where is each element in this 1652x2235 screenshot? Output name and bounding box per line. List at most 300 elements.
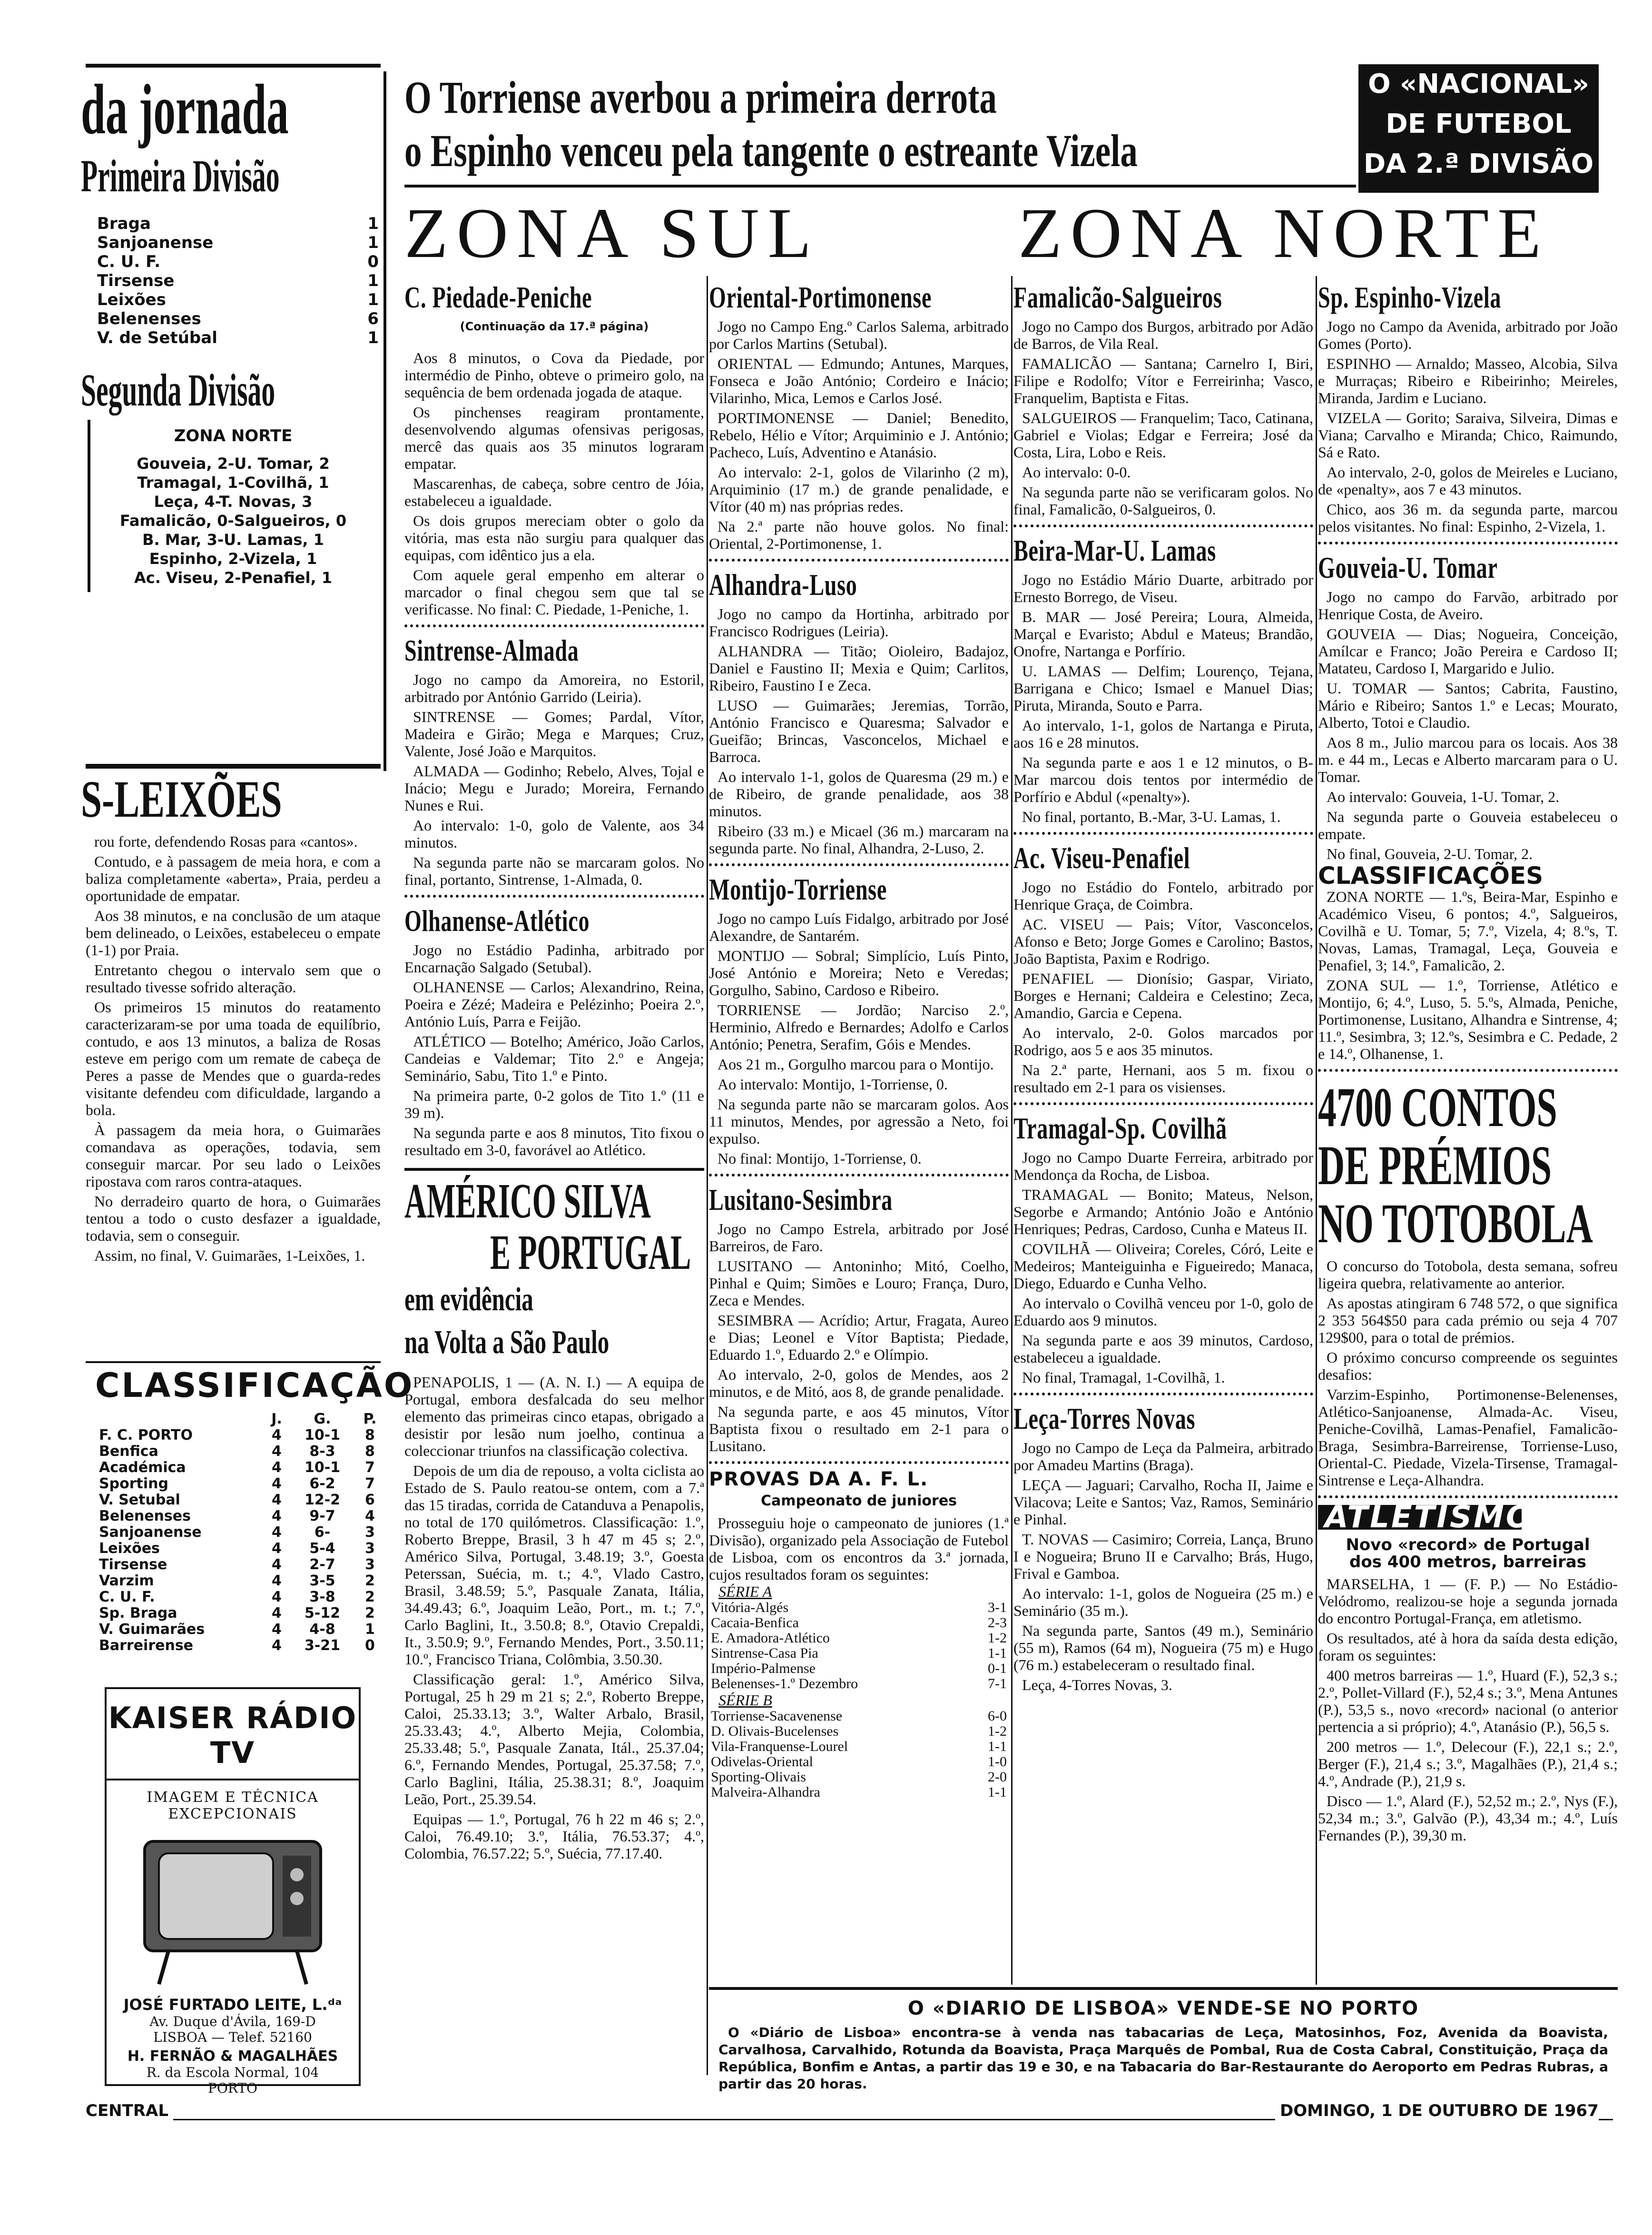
paragraph: ZONA NORTE — 1.ºs, Beira-Mar, Espinho e Académico Viseu, 6 pontos; 4.º, Salgueiros, Covilhã e U. Tomar, 5; 7.º, Vizela, 4; 8.ºs, T. Novas, Lamas, Tramagal, Leça, Gouveia e Penafiel, 3; 14.º, Famalicão, 2.	[1318, 888, 1618, 974]
classifications-title: CLASSIFICAÇÕES	[1318, 862, 1544, 890]
junior-match: D. Olivais-Bucelenses	[711, 1723, 839, 1739]
classification-p: 6	[365, 1492, 375, 1508]
junior-score: 0-1	[988, 1661, 1007, 1676]
headline-alhandra-luso: Alhandra-Luso	[709, 568, 857, 602]
classification-team: Académica	[99, 1459, 186, 1476]
classification-j: 4	[272, 1492, 282, 1508]
result-team: Braga	[97, 214, 151, 233]
paragraph: Na segunda parte, Santos (49 m.), Seminário (55 m), Ramos (64 m), Nogueira (75 m) e Hugo (76 m.) estabeleceram o resultado final.	[1013, 1622, 1313, 1673]
piedade-peniche-article	[404, 349, 704, 618]
classification-j: 4	[272, 1459, 282, 1476]
classification-g: 10-1	[304, 1459, 341, 1476]
totobola-article	[1318, 1257, 1618, 1489]
column-4	[1318, 276, 1618, 1847]
headline-montijo-torriense: Montijo-Torriense	[709, 872, 887, 906]
classification-row	[95, 1573, 385, 1589]
classification-p: 3	[365, 1540, 375, 1557]
classification-j: 4	[272, 1556, 282, 1573]
paragraph: Classificação geral: 1.º, Américo Silva, Portugal, 25 h 29 m 21 s; 2.º, Roberto Breppe, Caloi, 25.33.13; 3.º, Walter Arbalo, Brasil, 25.33.43; 4.º, Alberto Mejia, Colombia, 25.33.48; 5.º, Pasquale Zanata, Itál., 25.37.04; 6.º, Fernando Mendes, Portugal, 25.37.58; 7.º, Carlo Baglini, Itália, 25.38.31; 8.º, Joaquim Leão, Port., 25.39.54.	[404, 1671, 704, 1808]
ad-sub2: EXCEPCIONAIS	[168, 1806, 297, 1822]
junior-score: 1-0	[988, 1754, 1007, 1770]
paragraph: Chico, aos 36 m. da segunda parte, marcou pelos visitantes. No final: Espinho, 2-Vizela, 1.	[1318, 501, 1618, 535]
classification-team: V. Guimarães	[99, 1621, 205, 1638]
junior-match: Cacaia-Benfica	[711, 1615, 799, 1631]
junior-result-row	[709, 1631, 1009, 1646]
paragraph: Jogo no Campo de Leça da Palmeira, arbitrado por Amadeu Martins (Braga).	[1013, 1439, 1313, 1474]
paragraph: Leça, 4-Torres Novas, 3.	[1022, 1676, 1172, 1693]
classification-p: 2	[365, 1572, 375, 1589]
oriental-portimonense-article	[709, 318, 1009, 552]
junior-match: Sporting-Olivais	[711, 1769, 806, 1785]
classification-title: CLASSIFICAÇÃO	[95, 1366, 414, 1405]
junior-result-row	[709, 1770, 1009, 1785]
classification-team: V. Setubal	[99, 1492, 180, 1508]
paragraph: Ao intervalo, 1-1, golos de Nartanga e Piruta, aos 16 e 28 minutos.	[1013, 717, 1313, 751]
leixoes-paragraph: Entretanto chegou o intervalo sem que o resultado tivesse sofrido alteração.	[86, 961, 381, 996]
div1-results	[95, 214, 381, 347]
paragraph: T. NOVAS — Casimiro; Correia, Lança, Bruno I e Nogueira; Bruno II e Carvalho; Brás, Hugo, Frival e Gamboa.	[1013, 1531, 1313, 1582]
paragraph: AC. VISEU — Pais; Vítor, Vasconcelos, Afonso e Beto; Jorge Gomes e Carolino; Bastos, João Baptista, Paxim e Rodrigo.	[1013, 916, 1313, 967]
headline-leca-torres-novas: Leça-Torres Novas	[1013, 1402, 1196, 1435]
paragraph: PENAFIEL — Dionísio; Gaspar, Viriato, Borges e Hernani; Caldeira e Celestino; Zeca, Amandio, Garcia e Cepena.	[1013, 970, 1313, 1021]
paragraph: SESIMBRA — Acrídio; Artur, Fragata, Aureo e Dias; Leonel e Vítor Baptista; Piedade, Eduardo 1.º, Eduardo 2.º e Olímpio.	[709, 1312, 1009, 1363]
atletismo-headline-1: Novo «record» de Portugal	[1346, 1535, 1590, 1554]
junior-match: Belenenses-1.º Dezembro	[711, 1676, 858, 1691]
paragraph: Na 2.ª parte não houve golos. No final: Oriental, 2-Portimonense, 1.	[709, 518, 1009, 552]
continuation-note: (Continuação da 17.ª página)	[460, 320, 649, 333]
div2-result: Leça, 4-T. Novas, 3	[154, 493, 313, 511]
banner-line-2: o Espinho venceu pela tangente o estreante Vizela	[404, 125, 1138, 176]
paragraph: 400 metros barreiras — 1.º, Huard (F.), 52,3 s.; 2.º, Pollet-Villard (F.), 52,4 s.; 3.º, Mena Antunes (P.), 53,5 s., novo «record» nacional (o anterior pertencia a si próprio); 4.º, Atanásio (P.), 56,5 s.	[1318, 1667, 1618, 1735]
paragraph: Na segunda parte não se marcaram golos. No final, portanto, Sintrense, 1-Almada, 0.	[404, 854, 704, 888]
classification-team: C. U. F.	[99, 1589, 155, 1605]
classification-p: 3	[365, 1556, 375, 1573]
classification-j: 4	[272, 1427, 282, 1444]
result-team: Tirsense	[97, 271, 175, 290]
div1-title: Primeira Divisão	[81, 150, 280, 201]
classifications-text	[1318, 888, 1618, 1062]
div2-result: B. Mar, 3-U. Lamas, 1	[142, 531, 324, 549]
paragraph: Jogo no campo do Farvão, arbitrado por Henrique Costa, de Aveiro.	[1318, 588, 1618, 623]
div2-result: Tramagal, 1-Covilhã, 1	[137, 474, 329, 492]
sintrense-almada-article	[404, 671, 704, 888]
junior-match: Império-Palmense	[711, 1661, 816, 1676]
classification-row	[95, 1605, 385, 1622]
paragraph: Na primeira parte, 0-2 golos de Tito 1.º (11 e 39 m).	[404, 1087, 704, 1121]
paragraph: Jogo no Campo da Avenida, arbitrado por João Gomes (Porto).	[1318, 318, 1618, 352]
junior-score: 1-1	[988, 1739, 1007, 1754]
result-team: Leixões	[97, 290, 166, 309]
headline-sintrense-almada: Sintrense-Almada	[404, 633, 579, 667]
paragraph: Ao intervalo: Montijo, 1-Torriense, 0.	[718, 1076, 948, 1093]
leixoes-article	[86, 833, 381, 1267]
americo-headline-4: na Volta a São Paulo	[404, 1324, 610, 1361]
classification-g: 12-2	[304, 1492, 341, 1508]
paragraph: Os pinchenses reagiram prontamente, desenvolvendo algumas ofensivas perigosas, mercê das quais aos 35 minutos lograram empatar.	[404, 404, 704, 472]
divider	[1013, 832, 1313, 835]
divider	[709, 863, 1009, 866]
junior-result-row	[709, 1661, 1009, 1676]
junior-match: Sintrense-Casa Pia	[711, 1645, 818, 1661]
ad-company-2: H. FERNÃO & MAGALHÃES	[127, 2048, 338, 2065]
paragraph: TORRIENSE — Jordão; Narciso 2.º, Herminio, Alfredo e Bernardes; Adolfo e Carlos António; Penetra, Serafim, Góis e Mendes.	[709, 1001, 1009, 1053]
left-rule-1	[86, 764, 381, 769]
ad-address-4: PORTO	[207, 2080, 257, 2096]
lusitano-sesimbra-article	[709, 1220, 1009, 1454]
classification-team: Sanjoanense	[99, 1524, 202, 1541]
junior-result-row	[709, 1600, 1009, 1615]
divider	[709, 1461, 1009, 1464]
junior-score: 1-2	[988, 1723, 1007, 1739]
paragraph: FAMALICÃO — Santana; Carnelro I, Biri, Filipe e Rodolfo; Vítor e Ferreirinha; Vasco, Franquelim, Baptista e Fitas.	[1013, 355, 1313, 406]
junior-match: E. Amadora-Atlético	[711, 1630, 830, 1646]
alhandra-luso-article	[709, 605, 1009, 857]
result-score: 1	[367, 233, 379, 252]
notice-text: O «Diário de Lisboa» encontra-se à venda nas tabacarias de Leça, Matosinhos, Foz, Avenida da Boavista, Carvalhosa, Carvalhido, Rotunda da Boavista, Praça Marquês de Pombal, Rua de Costa Cabral, Constituição, Praça da República, Bonfim e Antas, a partir das 19 e 30, e na Tabacaria do Bar-Restaurante do Aeroporto em Pedras Rubras, a partir das 20 horas.	[718, 2025, 1608, 2092]
left-vertical-rule	[384, 71, 386, 771]
column-rule-2	[1011, 276, 1013, 1985]
col-j: J.	[271, 1411, 282, 1427]
column-1	[404, 276, 704, 1865]
headline-famalicao-salgueiros: Famalicão-Salgueiros	[1013, 280, 1222, 314]
junior-result-row	[709, 1754, 1009, 1770]
banner-line-1: O Torriense averbou a primeira derrota	[404, 72, 997, 123]
atletismo-headline-2: dos 400 metros, barreiras	[1349, 1553, 1586, 1572]
americo-headline-1: AMÉRICO SILVA	[404, 1174, 651, 1228]
leixoes-paragraph: Assim, no final, V. Guimarães, 1-Leixões, 1.	[94, 1247, 365, 1264]
paragraph: TRAMAGAL — Bonito; Mateus, Nelson, Segorbe e Armando; António João e António Henriques; Pedras, Cardoso, Cunha e Mateus II.	[1013, 1186, 1313, 1237]
junior-score: 7-1	[988, 1676, 1007, 1691]
totobola-headline-3: NO TOTOBOLA	[1318, 1192, 1593, 1255]
paragraph: LUSITANO — Antoninho; Mitó, Coelho, Pinhal e Quim; Simões e Louro; França, Duro, Zeca e Mendes.	[709, 1257, 1009, 1309]
classification-g: 5-12	[304, 1605, 341, 1622]
classification-g: 3-5	[309, 1572, 335, 1589]
result-score: 0	[367, 252, 379, 271]
classification-g: 5-4	[309, 1540, 335, 1557]
classification-g: 3-21	[304, 1637, 341, 1654]
leixoes-title: S-LEIXÕES	[81, 770, 282, 828]
paragraph: SALGUEIROS — Franquelim; Taco, Catinana, Gabriel e Violas; Edgar e Ferreira; José da Costa, Lira, Lobo e Reis.	[1013, 409, 1313, 461]
div2-result: Famalicão, 0-Salgueiros, 0	[119, 512, 347, 530]
paragraph: Aos 8 m., Julio marcou para os locais. Aos 38 m. e 44 m., Lecas e Alberto marcaram para o U. Tomar.	[1318, 734, 1618, 785]
column-rule-1	[707, 276, 708, 2075]
divider	[1318, 542, 1618, 544]
headline-beiramar-lamas: Beira-Mar-U. Lamas	[1013, 534, 1216, 567]
classification-p: 8	[365, 1427, 375, 1444]
classification-row	[95, 1557, 385, 1573]
paragraph: ORIENTAL — Edmundo; Antunes, Marques, Fonseca e João António; Cordeiro e Inácio; Vilarinho, Mica, Lemos e Carlos José.	[709, 355, 1009, 406]
result-score: 1	[367, 214, 379, 233]
totobola-headline-2: DE PRÉMIOS	[1318, 1134, 1552, 1197]
result-team: Belenenses	[97, 309, 201, 328]
paragraph: Varzim-Espinho, Portimonense-Belenenses, Atlético-Sanjoanense, Almada-Ac. Viseu, Peniche-Covilhã, Lamas-Penafiel, Famalicão-Braga, Sesimbra-Barreirense, Torriense-Luso, Oriental-C. Piedade, Vizela-Tirsense, Tramagal-Sintrense e Leça-Alhandra.	[1318, 1386, 1618, 1489]
paragraph: Ao intervalo, 2-0, golos de Meireles e Luciano, de «penalty», aos 7 e 43 minutos.	[1318, 464, 1618, 498]
classification-g: 6-2	[309, 1475, 335, 1492]
junior-score: 6-0	[988, 1708, 1007, 1724]
div2-result: Ac. Viseu, 2-Penafiel, 1	[134, 569, 333, 587]
result-team: C. U. F.	[97, 252, 161, 271]
paragraph: Na segunda parte e aos 8 minutos, Tito fixou o resultado em 3-0, favorável ao Atlético.	[404, 1124, 704, 1158]
paragraph: PORTIMONENSE — Daniel; Benedito, Rebelo, Hélio e Vítor; Arquiminio e J. António; Pacheco, Luís, Adventino e Atanásio.	[709, 409, 1009, 461]
classification-row	[95, 1524, 385, 1541]
paragraph: Ao intervalo, 2-0, golos de Mendes, aos 2 minutos, e de Mitó, aos 8, de grande penalidade.	[709, 1366, 1009, 1400]
junior-result-row	[709, 1785, 1009, 1800]
americo-headline-2: E PORTUGAL	[490, 1225, 691, 1280]
divider	[404, 895, 704, 898]
paragraph: VIZELA — Gorito; Saraiva, Silveira, Dimas e Viana; Carvalho e Miranda; Chico, Raimundo, Sá e Rato.	[1318, 409, 1618, 461]
result-team: Sanjoanense	[97, 233, 214, 252]
divider	[1013, 524, 1313, 527]
atletismo-article	[1318, 1575, 1618, 1844]
result-row	[95, 309, 381, 328]
division-box-line-1: O «NACIONAL»	[1367, 69, 1590, 99]
junior-match: Malveira-Alhandra	[711, 1784, 820, 1800]
classification-j: 4	[272, 1475, 282, 1492]
divider	[1013, 1102, 1313, 1105]
classification-g: 2-7	[309, 1556, 335, 1573]
paragraph: ESPINHO — Arnaldo; Masseo, Alcobia, Silva e Murraças; Ribeiro e Ribeirinho; Meireles, Miranda, Jardim e Luciano.	[1318, 355, 1618, 406]
leixoes-paragraph: Contudo, e à passagem de meia hora, e com a baliza completamente «aberta», Praia, perdeu a oportunidade de empatar.	[86, 853, 381, 904]
classification-table	[95, 1411, 385, 1654]
montijo-torriense-article	[709, 910, 1009, 1167]
serie-a-label: SÉRIE A	[718, 1583, 772, 1600]
americo-headline-3: em evidência	[404, 1281, 533, 1318]
junior-match: Vitória-Algés	[711, 1600, 789, 1615]
result-row	[95, 252, 381, 271]
leixoes-paragraph: Aos 38 minutos, e na conclusão de um ataque bem delineado, o Leixões, estabeleceu o empate (1-1) por Praia.	[86, 907, 381, 959]
classification-g: 4-8	[309, 1621, 335, 1638]
classification-p: 4	[365, 1508, 375, 1524]
classification-j: 4	[272, 1443, 282, 1460]
result-row	[95, 290, 381, 309]
olhanense-atletico-article	[404, 941, 704, 1158]
divider	[709, 559, 1009, 562]
col-p: P.	[363, 1411, 377, 1427]
classification-team: Sp. Braga	[99, 1605, 177, 1622]
headline-espinho-vizela: Sp. Espinho-Vizela	[1318, 280, 1502, 314]
paragraph: Ao intervalo: 0-0.	[1022, 464, 1131, 481]
zona-norte-heading: ZONA NORTE	[1018, 194, 1550, 273]
divider	[709, 1174, 1009, 1177]
classification-g: 3-8	[309, 1589, 335, 1605]
famalicao-salgueiros-article	[1013, 318, 1313, 518]
paragraph: Aos 8 minutos, o Cova da Piedade, por intermédio de Pinho, obteve o primeiro golo, na sequência de bem ordenada jogada de ataque.	[404, 349, 704, 401]
television-illustration	[107, 1822, 359, 1994]
paragraph: Aos 21 m., Gorgulho marcou para o Montijo.	[718, 1056, 994, 1073]
paragraph: Ao intervalo, 2-0. Golos marcados por Rodrigo, aos 5 e aos 35 minutos.	[1013, 1024, 1313, 1058]
paragraph: Ao intervalo o Covilhã venceu por 1-0, golo de Eduardo aos 9 minutos.	[1013, 1295, 1313, 1329]
paragraph: Equipas — 1.º, Portugal, 76 h 22 m 46 s; 2.º, Caloi, 76.49.10; 3.º, Itália, 76.53.37; 4.º, Colombia, 76.57.22; 5.º, Suécia, 77.17.40.	[404, 1810, 704, 1862]
paragraph: U. LAMAS — Delfim; Lourenço, Tejana, Barrigana e Chico; Ismael e Manuel Dias; Piruta, Miranda, Souto e Parra.	[1013, 663, 1313, 714]
classification-p: 7	[365, 1475, 375, 1492]
paragraph: LUSO — Guimarães; Jeremias, Torrão, António Francisco e Quaresma; Salvador e Gueifão; Brincas, Vasconcelos, Michael e Barroca.	[709, 697, 1009, 765]
paragraph: Jogo no Campo Eng.º Carlos Salema, arbitrado por Carlos Martins (Setubal).	[709, 318, 1009, 352]
paragraph: Ao intervalo: 1-0, golo de Valente, aos 34 minutos.	[404, 817, 704, 851]
footer-left: CENTRAL	[86, 2101, 173, 2120]
serie-b-label: SÉRIE B	[718, 1691, 772, 1709]
paragraph: Ao intervalo: 2-1, golos de Vilarinho (2 m), Arquiminio (17 m.) de grande penalidade, e Vítor (40 m) nas próprias redes.	[709, 464, 1009, 515]
leixoes-paragraph: rou forte, defendendo Rosas para «cantos».	[94, 833, 358, 850]
paragraph: Na segunda parte, e aos 45 minutos, Vítor Baptista fixou o resultado em 2-1 para o Lusitano.	[709, 1403, 1009, 1454]
classification-row	[95, 1427, 385, 1444]
junior-score: 1-2	[988, 1630, 1007, 1646]
totobola-headline-1: 4700 CONTOS	[1318, 1076, 1557, 1138]
result-score: 1	[367, 271, 379, 290]
column-3	[1013, 276, 1313, 1696]
divider	[1318, 1069, 1618, 1072]
divider	[404, 624, 704, 627]
classification-j: 4	[272, 1508, 282, 1524]
junior-match: Odivelas-Oriental	[711, 1754, 813, 1770]
tramagal-covilha-article	[1013, 1149, 1313, 1386]
headline-piedade-peniche: C. Piedade-Peniche	[404, 280, 592, 314]
paragraph: Na segunda parte não se marcaram golos. Aos 11 minutos, Mendes, por agressão a Neto, foi expulso.	[709, 1096, 1009, 1147]
leca-torres-novas-article	[1013, 1439, 1313, 1693]
serie-a-results	[709, 1600, 1009, 1691]
result-score: 6	[367, 309, 379, 328]
paragraph: SINTRENSE — Gomes; Pardal, Vítor, Madeira e Girão; Mega e Marques; Cruz, Valente, José João e Marquitos.	[404, 708, 704, 760]
headline-tramagal-covilha: Tramagal-Sp. Covilhã	[1013, 1111, 1227, 1145]
diario-lisboa-notice	[709, 1987, 1618, 2104]
result-row	[95, 233, 381, 252]
paragraph: O concurso do Totobola, desta semana, sofreu ligeira quebra, relativamente ao anterior.	[1318, 1257, 1618, 1292]
paragraph: Jogo no Estádio Padinha, arbitrado por Encarnação Salgado (Setubal).	[404, 941, 704, 976]
classification-p: 2	[365, 1589, 375, 1605]
atletismo-banner: ATLETISMO	[1318, 1505, 1522, 1530]
paragraph: OLHANENSE — Carlos; Alexandrino, Reina, Poeira e Zézé; Madeira e Pelézinho; Poeira 2.º, António Luís, Parra e Feijão.	[404, 979, 704, 1030]
junior-result-row	[709, 1646, 1009, 1661]
paragraph: Jogo no Campo Duarte Ferreira, arbitrado por Mendonça da Rocha, de Lisboa.	[1013, 1149, 1313, 1183]
notice-title: O «DIARIO DE LISBOA» VENDE-SE NO PORTO	[907, 1998, 1419, 2019]
paragraph: Ao intervalo: 1-1, golos de Nogueira (25 m.) e Seminário (35 m.).	[1013, 1585, 1313, 1619]
paragraph: Na segunda parte e aos 39 minutos, Cardoso, estabeleceu a igualdade.	[1013, 1332, 1313, 1366]
junior-result-row	[709, 1724, 1009, 1739]
column-rule-3	[1316, 276, 1317, 1985]
paragraph: Os resultados, até à hora da saída desta edição, foram os seguintes:	[1318, 1630, 1618, 1664]
viseu-penafiel-article	[1013, 879, 1313, 1096]
classification-j: 4	[272, 1572, 282, 1589]
col-g: G.	[314, 1411, 331, 1427]
leixoes-paragraph: No derradeiro quarto de hora, o Guimarães tentou a todo o custo desfazer a igualdade, todavia, sem o conseguir.	[86, 1193, 381, 1244]
div2-result: Gouveia, 2-U. Tomar, 2	[137, 455, 330, 473]
classification-j: 4	[272, 1589, 282, 1605]
junior-result-row	[709, 1739, 1009, 1754]
headline-oriental-portimonense: Oriental-Portimonense	[709, 280, 932, 314]
serie-b-results	[709, 1709, 1009, 1800]
headline-olhanense-atletico: Olhanense-Atlético	[404, 904, 590, 938]
paragraph: As apostas atingiram 6 748 572, o que significa 2 353 564$50 para cada prémio ou seja 4 707 129$00, para o total de prémios.	[1318, 1295, 1618, 1346]
classification-j: 4	[272, 1605, 282, 1622]
paragraph: Jogo no Estádio do Fontelo, arbitrado por Henrique Graça, de Coimbra.	[1013, 879, 1313, 913]
classification-j: 4	[272, 1621, 282, 1638]
junior-result-row	[709, 1615, 1009, 1631]
paragraph: ALMADA — Godinho; Rebelo, Alves, Tojal e Inácio; Megu e Jurado; Moreira, Fernando Nunes e Rui.	[404, 762, 704, 814]
division-box-line-2: DE FUTEBOL	[1386, 109, 1572, 139]
result-score: 1	[367, 328, 379, 347]
ad-address-1: Av. Duque d'Ávila, 169-D	[149, 2014, 316, 2029]
classification-team: Tirsense	[99, 1556, 167, 1573]
paragraph: Os dois grupos mereciam obter o golo da vitória, mas esta não surgiu para qualquer das equipas, com idêntico jus a ela.	[404, 512, 704, 564]
paragraph: Disco — 1.º, Alard (F.), 52,52 m.; 2.º, Nys (F.), 52,34 m.; 3.º, Galvão (P.), 43,34 m.; 4.º, Luís Fernandes (P.), 39,30 m.	[1318, 1792, 1618, 1844]
paragraph: Com aquele geral empenho em alterar o marcador o final chegou sem que tal se verificasse. No final: C. Piedade, 1-Peniche, 1.	[404, 566, 704, 618]
top-rule	[86, 64, 381, 68]
paragraph: PENAPOLIS, 1 — (A. N. I.) — A equipa de Portugal, embora desfalcada do seu melhor elemento das primeiras cinco etapas, obrigado a desistir por lesão num joelho, continua a coleccionar triunfos na classificação colectiva.	[404, 1374, 704, 1459]
paragraph: B. MAR — José Pereira; Loura, Almeida, Marçal e Evaristo; Abdul e Mateus; Brandão, Onofre, Nartanga e Porfírio.	[1013, 608, 1313, 660]
left-column	[81, 70, 379, 592]
paragraph: Na segunda parte e aos 1 e 12 minutos, o B-Mar marcou dois tentos por intermédio de Porfírio e Abdul («penalty»).	[1013, 754, 1313, 805]
paragraph: No final, portanto, B.-Mar, 3-U. Lamas, 1.	[1022, 808, 1281, 825]
paragraph: Jogo no campo da Hortinha, arbitrado por Francisco Rodrigues (Leiria).	[709, 605, 1009, 640]
paragraph: Jogo no campo Luís Fidalgo, arbitrado por José Alexandre, de Santarém.	[709, 910, 1009, 944]
paragraph: Ao intervalo 1-1, golos de Quaresma (29 m.) e de Ribeiro, de grande penalidade, aos 38 minutos.	[709, 768, 1009, 820]
paragraph: Na segunda parte não se verificaram golos. No final, Famalicão, 0-Salgueiros, 0.	[1013, 484, 1313, 518]
ad-company: JOSÉ FURTADO LEITE, L.ᵈᵃ	[123, 1996, 342, 2014]
ad-title: KAISER RÁDIO TV	[108, 1701, 357, 1770]
junior-score: 2-0	[988, 1769, 1007, 1785]
classification-row	[95, 1589, 385, 1605]
zona-norte-label: ZONA NORTE	[174, 426, 293, 445]
headline-lusitano-sesimbra: Lusitano-Sesimbra	[709, 1183, 893, 1216]
paragraph: 200 metros — 1.º, Delecour (F.), 22,1 s.; 2.º, Berger (F.), 21,4 s.; 3.º, Magalhães (P.), 21,4 s.; 4.º, Andrade (P.), 21,9 s.	[1318, 1738, 1618, 1790]
headline-gouveia-tomar: Gouveia-U. Tomar	[1318, 551, 1498, 584]
result-team: V. de Setúbal	[97, 328, 217, 347]
classification-row	[95, 1508, 385, 1524]
result-row	[95, 214, 381, 233]
div2-title: Segunda Divisão	[81, 365, 275, 415]
volta-sao-paulo-article	[404, 1374, 704, 1862]
left-rule-2	[86, 1361, 381, 1363]
result-row	[95, 271, 381, 290]
afl-subtitle: Campeonato de juniores	[760, 1493, 957, 1509]
paragraph: ZONA SUL — 1.º, Torriense, Atlético e Montijo, 6; 4.º, Luso, 5. 5.ºs, Almada, Peniche, Portimonense, Lusitano, Alhandra e Sintrense, 4; 11.º, Sesimbra, 3; 12.ºs, Sesimbra e C. Pedade, 2 e 14.º, Olhanense, 1.	[1318, 977, 1618, 1062]
round-heading: da jornada	[81, 70, 289, 149]
ad-address-3: R. da Escola Normal, 104	[146, 2065, 319, 2080]
paragraph: O próximo concurso compreende os seguintes desafios:	[1318, 1349, 1618, 1383]
classification-p: 1	[365, 1621, 375, 1638]
paragraph: Jogo no Campo dos Burgos, arbitrado por Adão de Barros, de Vila Real.	[1013, 318, 1313, 352]
footer-date: DOMINGO, 1 DE OUTUBRO DE 1967	[1275, 2101, 1599, 2120]
classification-team: Varzim	[99, 1572, 154, 1589]
classification-j: 4	[272, 1524, 282, 1541]
afl-text: Prosseguiu hoje o campeonato de juniores (1.ª Divisão), organizado pela Associação de Futebol de Lisboa, com os encontros da 3.ª jornada, cujos resultados foram os seguintes:	[709, 1514, 1009, 1583]
paragraph: GOUVEIA — Dias; Nogueira, Conceição, Amílcar e Franco; João Pereira e Cardoso II; Matateu, Cardoso I, Margarido e Julio.	[1318, 625, 1618, 677]
classification-p: 2	[365, 1605, 375, 1622]
paragraph: Na 2.ª parte, Hernani, aos 5 m. fixou o resultado em 2-1 para os visienses.	[1013, 1061, 1313, 1096]
classification-row	[95, 1460, 385, 1476]
paragraph: Ao intervalo: Gouveia, 1-U. Tomar, 2.	[1327, 788, 1560, 805]
zona-sul-heading: ZONA SUL	[404, 194, 820, 273]
paragraph: No final, Gouveia, 2-U. Tomar, 2.	[1327, 845, 1533, 862]
paragraph: Jogo no campo da Amoreira, no Estoril, arbitrado por António Garrido (Leiria).	[404, 671, 704, 705]
div2-results	[90, 454, 376, 587]
leixoes-paragraph: À passagem da meia hora, o Guimarães comandava as operações, todavia, sem conseguir marcar. Por seu lado o Leixões ripostava com raros contra-ataques.	[86, 1121, 381, 1190]
classification-row	[95, 1638, 385, 1654]
paragraph: ATLÉTICO — Botelho; Américo, João Carlos, Candeias e Valdemar; Tito 2.º e Angeja; Seminário, Sabu, Tito 1.º e Pinto.	[404, 1033, 704, 1084]
paragraph: Jogo no Campo Estrela, arbitrado por José Barreiros, de Faro.	[709, 1220, 1009, 1255]
classification-g: 9-7	[309, 1508, 335, 1524]
divider	[1013, 1393, 1313, 1395]
paragraph: U. TOMAR — Santos; Cabrita, Faustino, Mário e Ribeiro; Santos 1.º e Lecas; Mourato, Alberto, Totoi e Claudio.	[1318, 680, 1618, 731]
paragraph: Mascarenhas, de cabeça, sobre centro de Jóia, estabeleceu a igualdade.	[404, 475, 704, 509]
kaiser-ad	[105, 1687, 361, 2096]
ad-address-2: LISBOA — Telef. 52160	[153, 2029, 312, 2045]
column-2	[709, 276, 1009, 1800]
paragraph: Depois de um dia de repouso, a volta ciclista ao Estado de S. Paulo reatou-se ontem, com a 7.ª das 15 tiradas, corrida de Catanduva a Penapolis, no total de 170 quilómetros. Classificação: 1.º, Roberto Breppe, Brasil, 3 h 47 m 45 s; 2.º, Américo Silva, Portugal, 3.48.19; 3.º, Goesta Peterssan, Suécia, m. t.; 4.º, Vlado Castro, Brasil, 3.48.59; 5.º, Pasquale Zanata, Itália, 34.49.43; 6.º, Joaquim Leão, Port., m. t.; 7.º, Carlo Baglini, It., 3.50.8; 8.º, Otavio Crepaldi, It., 3.50.9; 9.º, Fernando Mendes, Port., 3.50.11; 10.º, Francisco Triana, Colômbia, 3.50.30.	[404, 1462, 704, 1668]
espinho-vizela-article	[1318, 318, 1618, 535]
classification-g: 8-3	[309, 1443, 335, 1460]
junior-match: Vila-Franquense-Lourel	[711, 1739, 848, 1754]
leixoes-paragraph: Os primeiros 15 minutos do reatamento caracterizaram-se por uma toada de equilíbrio, contudo, e aos 13 minutos, a baliza de Rosas esteve em perigo com um remate de cabeça de Peres a passe de Mendes que o guarda-redes visitante defendeu com dificuldade, largando a bola.	[86, 999, 381, 1118]
